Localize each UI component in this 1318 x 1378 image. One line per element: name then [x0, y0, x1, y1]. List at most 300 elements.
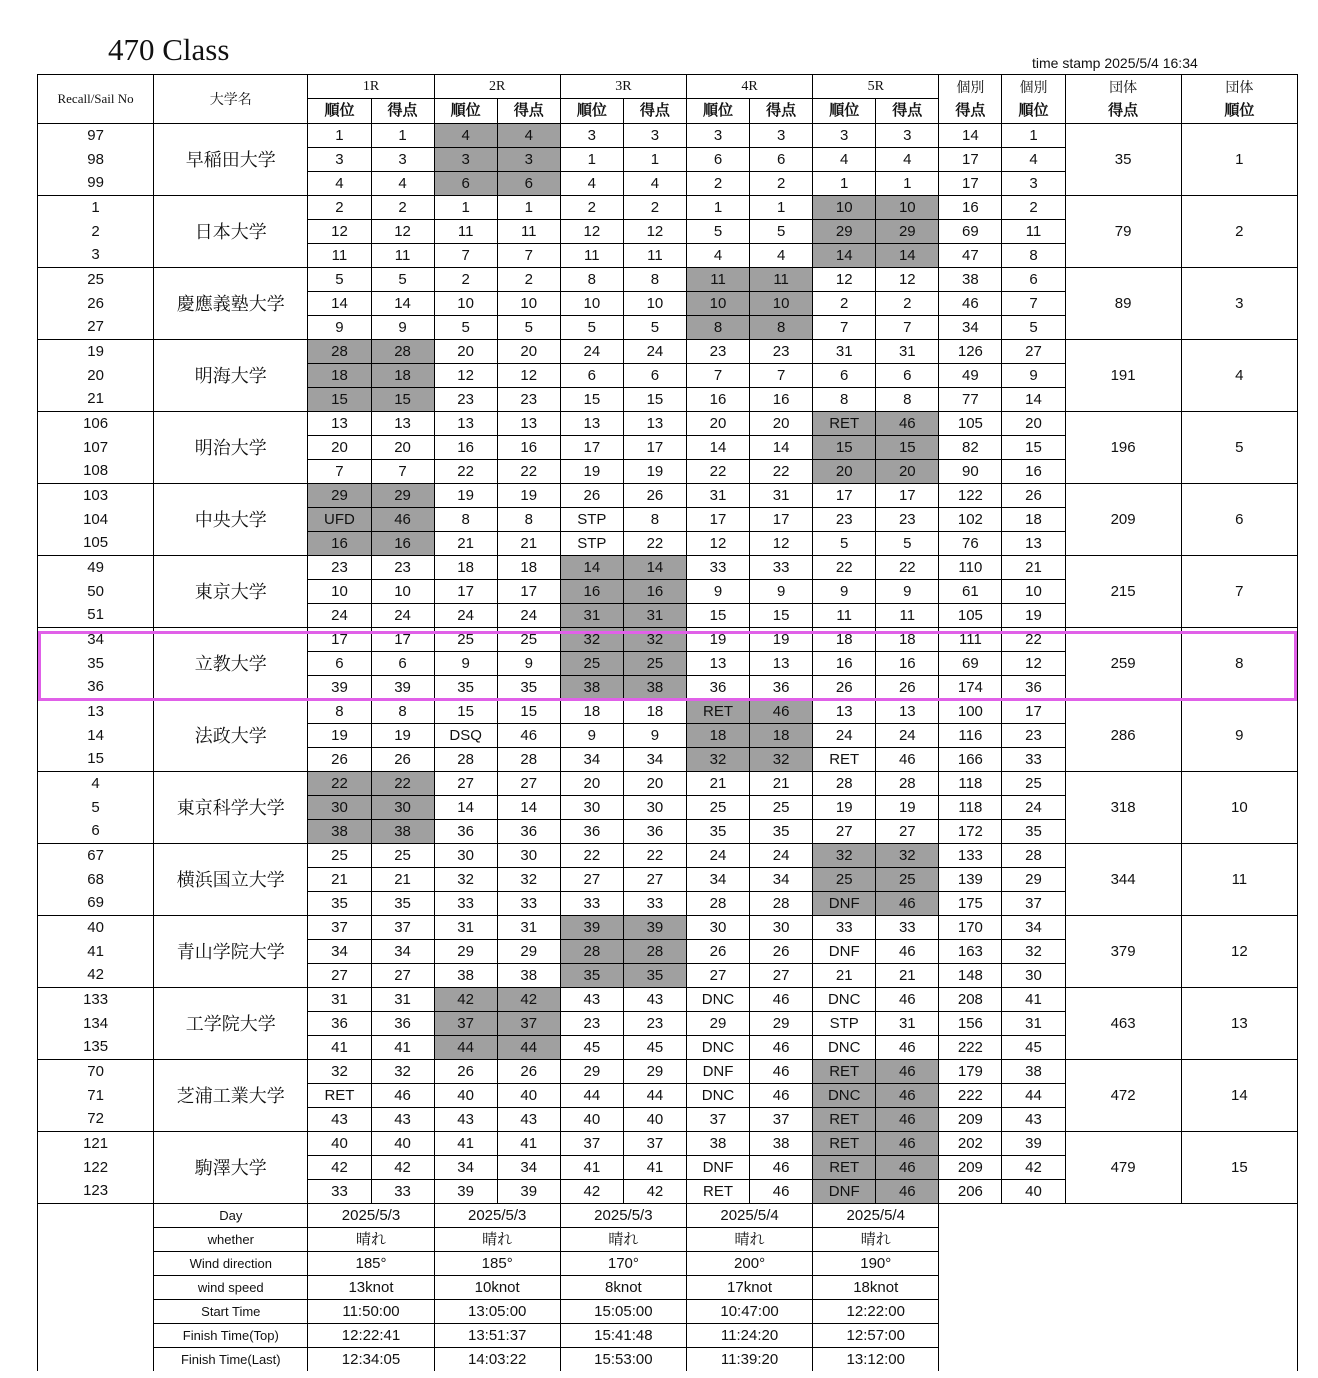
- race-1-score: 18: [371, 364, 434, 388]
- race-2-score: 27: [497, 772, 560, 796]
- sail-number: 134: [38, 1012, 154, 1036]
- race-1-rank: 18: [308, 364, 371, 388]
- team-total-score: 472: [1065, 1060, 1181, 1132]
- condition-value-2: 晴れ: [434, 1228, 560, 1252]
- indiv-rank: 20: [1002, 412, 1065, 436]
- race-2-rank: 14: [434, 796, 497, 820]
- indiv-score: 105: [939, 604, 1002, 628]
- sailor-row: [38, 268, 1298, 292]
- race-3-score: 16: [623, 580, 686, 604]
- university-name: 明海大学: [154, 340, 308, 412]
- race-5-score: 12: [876, 268, 939, 292]
- race-1-score: 22: [371, 772, 434, 796]
- race-2-rank: 1: [434, 196, 497, 220]
- race-2-score: 3: [497, 148, 560, 172]
- condition-value-1: 晴れ: [308, 1228, 434, 1252]
- race-4-rank: 34: [686, 868, 749, 892]
- sailor-row: [38, 340, 1298, 364]
- race-1-rank: 6: [308, 652, 371, 676]
- race-1-score: 14: [371, 292, 434, 316]
- sailor-row: [38, 1132, 1298, 1156]
- race-3-score: 1: [623, 148, 686, 172]
- race-2-score: 46: [497, 724, 560, 748]
- condition-value-5: 12:57:00: [813, 1324, 939, 1348]
- race-2-rank: 18: [434, 556, 497, 580]
- race-2-score: 32: [497, 868, 560, 892]
- header-team-top-1: 団体: [1065, 75, 1181, 99]
- race-1-score: 39: [371, 676, 434, 700]
- sailor-row: [38, 772, 1298, 796]
- race-1-rank: 40: [308, 1132, 371, 1156]
- race-4-score: 16: [750, 388, 813, 412]
- sail-number: 15: [38, 748, 154, 772]
- sail-number: 98: [38, 148, 154, 172]
- sail-number: 1: [38, 196, 154, 220]
- race-5-rank: RET: [813, 748, 876, 772]
- sail-number: 6: [38, 820, 154, 844]
- team-total-score: 344: [1065, 844, 1181, 916]
- page-title: 470 Class: [108, 32, 230, 67]
- race-3-score: 24: [623, 340, 686, 364]
- indiv-score: 111: [939, 628, 1002, 652]
- indiv-score: 69: [939, 652, 1002, 676]
- race-4-score: 10: [750, 292, 813, 316]
- sail-number: 41: [38, 940, 154, 964]
- race-4-score: 46: [750, 1156, 813, 1180]
- race-5-score: 46: [876, 1060, 939, 1084]
- race-5-rank: DNC: [813, 988, 876, 1012]
- race-1-score: 6: [371, 652, 434, 676]
- race-1-score: 42: [371, 1156, 434, 1180]
- race-1-score: 8: [371, 700, 434, 724]
- condition-value-5: 2025/5/4: [813, 1204, 939, 1228]
- header-score-3: 得点: [623, 99, 686, 124]
- race-2-score: 2: [497, 268, 560, 292]
- race-4-score: 17: [750, 508, 813, 532]
- race-3-score: 38: [623, 676, 686, 700]
- race-4-rank: 30: [686, 916, 749, 940]
- race-5-score: 46: [876, 412, 939, 436]
- condition-blank: [38, 1348, 154, 1372]
- race-3-score: 41: [623, 1156, 686, 1180]
- sailor-row: [38, 628, 1298, 652]
- indiv-rank: 39: [1002, 1132, 1065, 1156]
- header-team-rank: 順位: [1181, 99, 1297, 124]
- sail-number: 3: [38, 244, 154, 268]
- race-2-score: 10: [497, 292, 560, 316]
- race-5-score: 17: [876, 484, 939, 508]
- race-3-score: 4: [623, 172, 686, 196]
- race-2-score: 24: [497, 604, 560, 628]
- sail-number: 50: [38, 580, 154, 604]
- race-2-rank: 22: [434, 460, 497, 484]
- race-1-score: 36: [371, 1012, 434, 1036]
- race-4-rank: 9: [686, 580, 749, 604]
- race-2-rank: 16: [434, 436, 497, 460]
- race-2-rank: 2: [434, 268, 497, 292]
- race-4-score: 27: [750, 964, 813, 988]
- race-1-score: 28: [371, 340, 434, 364]
- condition-label: Finish Time(Last): [154, 1348, 308, 1372]
- race-3-rank: 31: [560, 604, 623, 628]
- race-2-rank: 25: [434, 628, 497, 652]
- race-1-rank: 41: [308, 1036, 371, 1060]
- university-name: 日本大学: [154, 196, 308, 268]
- condition-value-3: 170°: [560, 1252, 686, 1276]
- race-1-score: 38: [371, 820, 434, 844]
- indiv-rank: 34: [1002, 916, 1065, 940]
- condition-value-2: 14:03:22: [434, 1348, 560, 1372]
- race-3-score: 32: [623, 628, 686, 652]
- race-1-rank: 4: [308, 172, 371, 196]
- indiv-rank: 15: [1002, 436, 1065, 460]
- header-university: 大学名: [154, 75, 308, 124]
- team-total-score: 379: [1065, 916, 1181, 988]
- race-1-rank: 9: [308, 316, 371, 340]
- race-3-rank: 27: [560, 868, 623, 892]
- condition-value-2: 2025/5/3: [434, 1204, 560, 1228]
- header-race-2: 2R: [434, 75, 560, 99]
- sail-number: 107: [38, 436, 154, 460]
- race-3-score: 3: [623, 124, 686, 148]
- race-2-rank: 11: [434, 220, 497, 244]
- race-5-score: 46: [876, 1156, 939, 1180]
- race-4-score: 36: [750, 676, 813, 700]
- race-3-rank: 22: [560, 844, 623, 868]
- race-4-score: 20: [750, 412, 813, 436]
- race-3-rank: 45: [560, 1036, 623, 1060]
- team-rank: 11: [1181, 844, 1297, 916]
- sail-number: 69: [38, 892, 154, 916]
- race-2-rank: 29: [434, 940, 497, 964]
- race-4-rank: 28: [686, 892, 749, 916]
- race-1-score: 21: [371, 868, 434, 892]
- race-2-rank: 39: [434, 1180, 497, 1204]
- race-3-rank: 43: [560, 988, 623, 1012]
- race-2-score: 22: [497, 460, 560, 484]
- condition-value-3: 15:05:00: [560, 1300, 686, 1324]
- race-1-rank: 11: [308, 244, 371, 268]
- race-4-score: 33: [750, 556, 813, 580]
- race-4-rank: 21: [686, 772, 749, 796]
- indiv-rank: 9: [1002, 364, 1065, 388]
- sail-number: 42: [38, 964, 154, 988]
- header-race-3: 3R: [560, 75, 686, 99]
- race-3-score: 42: [623, 1180, 686, 1204]
- sail-number: 34: [38, 628, 154, 652]
- race-2-rank: 43: [434, 1108, 497, 1132]
- race-5-score: 29: [876, 220, 939, 244]
- race-4-score: 21: [750, 772, 813, 796]
- race-3-rank: 26: [560, 484, 623, 508]
- indiv-score: 222: [939, 1036, 1002, 1060]
- race-3-rank: 36: [560, 820, 623, 844]
- race-1-score: 27: [371, 964, 434, 988]
- race-4-score: 12: [750, 532, 813, 556]
- race-3-rank: 25: [560, 652, 623, 676]
- race-3-score: 35: [623, 964, 686, 988]
- sail-number: 103: [38, 484, 154, 508]
- race-5-rank: 11: [813, 604, 876, 628]
- race-3-score: 17: [623, 436, 686, 460]
- race-2-score: 38: [497, 964, 560, 988]
- university-name: 法政大学: [154, 700, 308, 772]
- race-2-score: 42: [497, 988, 560, 1012]
- race-4-score: 25: [750, 796, 813, 820]
- indiv-rank: 1: [1002, 124, 1065, 148]
- race-4-rank: 38: [686, 1132, 749, 1156]
- race-1-rank: 7: [308, 460, 371, 484]
- race-4-score: 9: [750, 580, 813, 604]
- race-2-score: 1: [497, 196, 560, 220]
- race-5-score: 20: [876, 460, 939, 484]
- header-rank-2: 順位: [434, 99, 497, 124]
- race-3-rank: 33: [560, 892, 623, 916]
- team-rank: 5: [1181, 412, 1297, 484]
- race-5-rank: 7: [813, 316, 876, 340]
- race-3-score: 29: [623, 1060, 686, 1084]
- race-4-score: 46: [750, 1060, 813, 1084]
- university-name: 工学院大学: [154, 988, 308, 1060]
- indiv-score: 100: [939, 700, 1002, 724]
- race-2-score: 4: [497, 124, 560, 148]
- header-rank-4: 順位: [686, 99, 749, 124]
- indiv-rank: 5: [1002, 316, 1065, 340]
- race-1-score: 7: [371, 460, 434, 484]
- race-3-rank: 3: [560, 124, 623, 148]
- race-3-rank: 11: [560, 244, 623, 268]
- race-5-score: 5: [876, 532, 939, 556]
- team-total-score: 89: [1065, 268, 1181, 340]
- condition-blank: [38, 1276, 154, 1300]
- university-name: 東京科学大学: [154, 772, 308, 844]
- condition-blank: [38, 1228, 154, 1252]
- race-5-rank: 1: [813, 172, 876, 196]
- race-1-score: 16: [371, 532, 434, 556]
- indiv-score: 16: [939, 196, 1002, 220]
- team-rank: 2: [1181, 196, 1297, 268]
- race-4-score: 5: [750, 220, 813, 244]
- sail-number: 105: [38, 532, 154, 556]
- race-4-rank: 13: [686, 652, 749, 676]
- race-4-rank: 10: [686, 292, 749, 316]
- race-4-rank: RET: [686, 700, 749, 724]
- race-5-rank: 22: [813, 556, 876, 580]
- condition-value-2: 185°: [434, 1252, 560, 1276]
- race-1-rank: 16: [308, 532, 371, 556]
- indiv-score: 222: [939, 1084, 1002, 1108]
- race-2-rank: 41: [434, 1132, 497, 1156]
- race-5-rank: DNC: [813, 1084, 876, 1108]
- race-1-rank: 21: [308, 868, 371, 892]
- sail-number: 35: [38, 652, 154, 676]
- race-1-score: 13: [371, 412, 434, 436]
- race-3-score: 43: [623, 988, 686, 1012]
- race-1-score: 9: [371, 316, 434, 340]
- race-5-rank: 31: [813, 340, 876, 364]
- team-rank: 10: [1181, 772, 1297, 844]
- race-4-score: 23: [750, 340, 813, 364]
- race-4-score: 29: [750, 1012, 813, 1036]
- race-4-rank: 11: [686, 268, 749, 292]
- university-name: 横浜国立大学: [154, 844, 308, 916]
- indiv-score: 163: [939, 940, 1002, 964]
- race-3-score: 15: [623, 388, 686, 412]
- race-2-score: 43: [497, 1108, 560, 1132]
- condition-value-3: 晴れ: [560, 1228, 686, 1252]
- race-4-rank: 27: [686, 964, 749, 988]
- race-5-score: 14: [876, 244, 939, 268]
- race-1-rank: 24: [308, 604, 371, 628]
- indiv-rank: 41: [1002, 988, 1065, 1012]
- indiv-rank: 31: [1002, 1012, 1065, 1036]
- race-1-score: 34: [371, 940, 434, 964]
- race-1-rank: 5: [308, 268, 371, 292]
- race-5-rank: 18: [813, 628, 876, 652]
- race-1-score: 46: [371, 1084, 434, 1108]
- sail-number: 51: [38, 604, 154, 628]
- race-5-rank: 32: [813, 844, 876, 868]
- race-4-score: 19: [750, 628, 813, 652]
- race-3-score: 5: [623, 316, 686, 340]
- indiv-score: 175: [939, 892, 1002, 916]
- race-4-rank: 2: [686, 172, 749, 196]
- race-3-rank: 29: [560, 1060, 623, 1084]
- race-4-score: 28: [750, 892, 813, 916]
- indiv-score: 179: [939, 1060, 1002, 1084]
- race-3-rank: 14: [560, 556, 623, 580]
- header-race-1: 1R: [308, 75, 434, 99]
- condition-value-1: 12:34:05: [308, 1348, 434, 1372]
- race-1-score: 29: [371, 484, 434, 508]
- race-2-rank: DSQ: [434, 724, 497, 748]
- race-3-rank: 28: [560, 940, 623, 964]
- indiv-rank: 32: [1002, 940, 1065, 964]
- race-4-rank: 16: [686, 388, 749, 412]
- race-5-rank: RET: [813, 1156, 876, 1180]
- team-rank: 14: [1181, 1060, 1297, 1132]
- race-3-score: 34: [623, 748, 686, 772]
- condition-value-1: 12:22:41: [308, 1324, 434, 1348]
- indiv-score: 202: [939, 1132, 1002, 1156]
- race-3-rank: 37: [560, 1132, 623, 1156]
- indiv-score: 82: [939, 436, 1002, 460]
- race-4-rank: DNC: [686, 1084, 749, 1108]
- race-5-score: 46: [876, 940, 939, 964]
- race-1-score: 2: [371, 196, 434, 220]
- team-total-score: 286: [1065, 700, 1181, 772]
- condition-label: Wind direction: [154, 1252, 308, 1276]
- race-5-score: 46: [876, 988, 939, 1012]
- team-total-score: 196: [1065, 412, 1181, 484]
- sailor-row: [38, 1060, 1298, 1084]
- condition-blank: [38, 1252, 154, 1276]
- team-rank: 1: [1181, 124, 1297, 196]
- race-2-rank: 19: [434, 484, 497, 508]
- race-1-rank: 34: [308, 940, 371, 964]
- indiv-rank: 21: [1002, 556, 1065, 580]
- race-4-rank: 35: [686, 820, 749, 844]
- race-5-score: 46: [876, 1036, 939, 1060]
- indiv-rank: 18: [1002, 508, 1065, 532]
- condition-value-5: 190°: [813, 1252, 939, 1276]
- race-4-rank: DNF: [686, 1060, 749, 1084]
- race-1-score: 26: [371, 748, 434, 772]
- race-5-score: 27: [876, 820, 939, 844]
- race-1-score: 40: [371, 1132, 434, 1156]
- race-3-rank: 44: [560, 1084, 623, 1108]
- race-1-rank: 8: [308, 700, 371, 724]
- race-1-rank: 33: [308, 1180, 371, 1204]
- race-5-rank: 15: [813, 436, 876, 460]
- race-2-score: 6: [497, 172, 560, 196]
- indiv-rank: 43: [1002, 1108, 1065, 1132]
- race-2-rank: 10: [434, 292, 497, 316]
- race-4-score: 11: [750, 268, 813, 292]
- race-5-rank: 12: [813, 268, 876, 292]
- race-5-rank: 14: [813, 244, 876, 268]
- indiv-rank: 4: [1002, 148, 1065, 172]
- indiv-rank: 40: [1002, 1180, 1065, 1204]
- indiv-rank: 2: [1002, 196, 1065, 220]
- race-4-rank: 17: [686, 508, 749, 532]
- condition-label: wind speed: [154, 1276, 308, 1300]
- race-1-rank: 43: [308, 1108, 371, 1132]
- race-4-score: 26: [750, 940, 813, 964]
- race-4-score: 35: [750, 820, 813, 844]
- race-1-score: 11: [371, 244, 434, 268]
- indiv-score: 122: [939, 484, 1002, 508]
- race-1-rank: 38: [308, 820, 371, 844]
- race-2-score: 34: [497, 1156, 560, 1180]
- race-3-rank: 9: [560, 724, 623, 748]
- sailor-row: [38, 196, 1298, 220]
- race-2-score: 18: [497, 556, 560, 580]
- indiv-rank: 12: [1002, 652, 1065, 676]
- race-5-score: 22: [876, 556, 939, 580]
- race-2-rank: 8: [434, 508, 497, 532]
- indiv-score: 133: [939, 844, 1002, 868]
- indiv-rank: 45: [1002, 1036, 1065, 1060]
- race-1-rank: 1: [308, 124, 371, 148]
- race-1-rank: 31: [308, 988, 371, 1012]
- race-5-score: 16: [876, 652, 939, 676]
- indiv-score: 126: [939, 340, 1002, 364]
- condition-value-4: 2025/5/4: [686, 1204, 812, 1228]
- race-4-score: 8: [750, 316, 813, 340]
- race-4-rank: 3: [686, 124, 749, 148]
- race-1-score: 17: [371, 628, 434, 652]
- race-5-rank: 25: [813, 868, 876, 892]
- race-4-score: 37: [750, 1108, 813, 1132]
- race-2-rank: 21: [434, 532, 497, 556]
- race-4-score: 7: [750, 364, 813, 388]
- race-4-rank: DNC: [686, 988, 749, 1012]
- race-3-rank: 5: [560, 316, 623, 340]
- indiv-rank: 42: [1002, 1156, 1065, 1180]
- race-5-score: 25: [876, 868, 939, 892]
- indiv-rank: 38: [1002, 1060, 1065, 1084]
- sail-number: 104: [38, 508, 154, 532]
- race-2-rank: 44: [434, 1036, 497, 1060]
- race-3-score: 39: [623, 916, 686, 940]
- race-5-rank: RET: [813, 1108, 876, 1132]
- sailor-row: [38, 556, 1298, 580]
- race-1-score: 19: [371, 724, 434, 748]
- condition-value-5: 12:22:00: [813, 1300, 939, 1324]
- condition-value-1: 185°: [308, 1252, 434, 1276]
- race-2-rank: 9: [434, 652, 497, 676]
